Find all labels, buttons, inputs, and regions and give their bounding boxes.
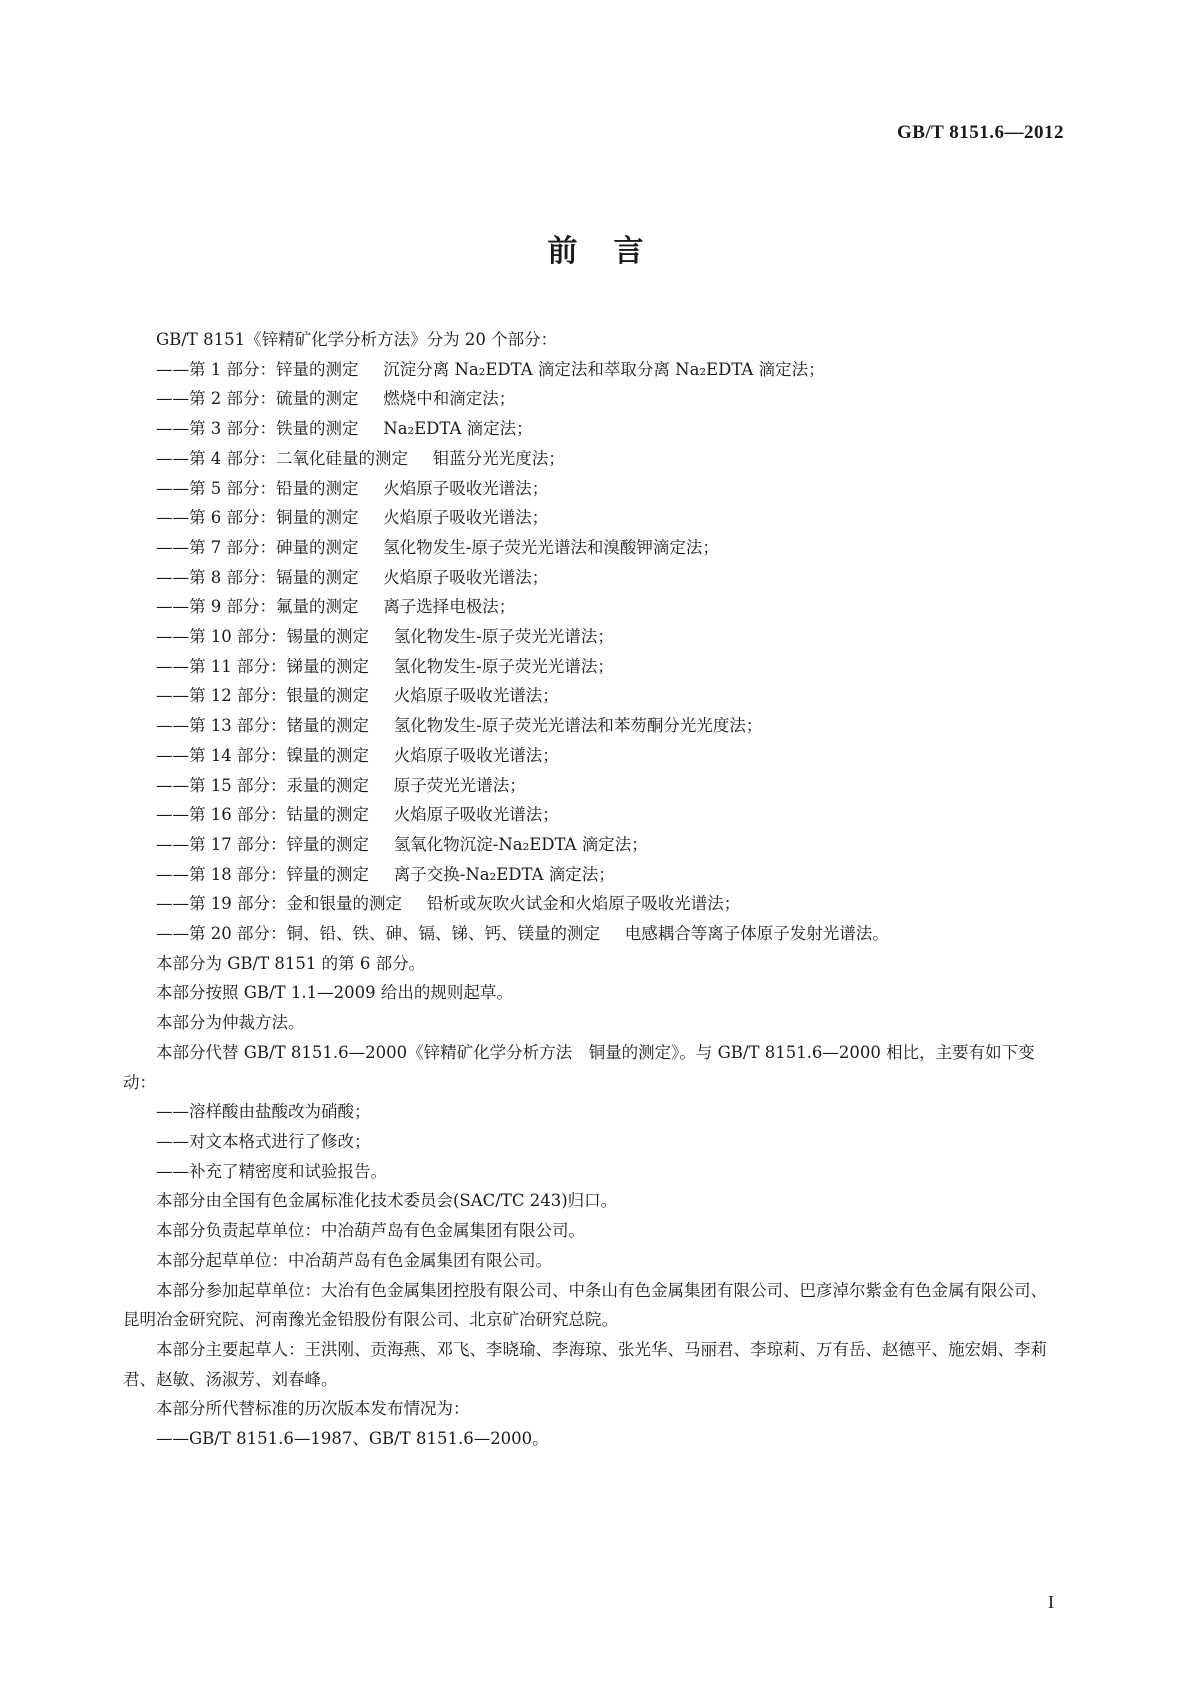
part-prefix: ——第 3 部分：铁量的测定 xyxy=(156,419,359,439)
part-prefix: ——第 1 部分：锌量的测定 xyxy=(156,359,359,379)
list-item xyxy=(123,889,1055,919)
changes-list xyxy=(123,1097,1055,1186)
part-method: 氢氧化物沉淀-Na₂EDTA 滴定法； xyxy=(393,834,648,854)
list-item xyxy=(123,800,1055,830)
part-prefix: ——第 2 部分：硫量的测定 xyxy=(156,389,359,409)
document-body xyxy=(123,325,1055,1454)
list-item xyxy=(123,592,1055,622)
part-method: 火焰原子吸收光谱法； xyxy=(393,686,559,706)
list-item xyxy=(123,384,1055,414)
history-item: ——GB/T 8151.6—1987、GB/T 8151.6—2000。 xyxy=(156,1429,549,1449)
page-number: I xyxy=(1048,1592,1054,1612)
proposed-by-paragraph: 本部分由全国有色金属标准化技术委员会(SAC/TC 243)归口。 xyxy=(156,1191,618,1211)
part-method: 氢化物发生-原子荧光光谱法； xyxy=(393,627,614,647)
drafted-per-paragraph: 本部分按照 GB/T 1.1—2009 给出的规则起草。 xyxy=(156,983,513,1003)
part-prefix: ——第 16 部分：钴量的测定 xyxy=(156,805,369,825)
part-method: 火焰原子吸收光谱法； xyxy=(393,805,559,825)
part-prefix: ——第 17 部分：锌量的测定 xyxy=(156,834,369,854)
part-method: 火焰原子吸收光谱法； xyxy=(383,478,549,498)
list-item xyxy=(123,444,1055,474)
list-item: ——溶样酸由盐酸改为硝酸； xyxy=(156,1102,371,1122)
list-item xyxy=(123,741,1055,771)
replaces-paragraph: 本部分代替 GB/T 8151.6—2000《锌精矿化学分析方法 铜量的测定》。与 GB/T 8151.6—2000 相比，主要有如下变动： xyxy=(123,1042,1035,1092)
list-item xyxy=(123,563,1055,593)
part-prefix: ——第 8 部分：镉量的测定 xyxy=(156,567,359,587)
part-method: 燃烧中和滴定法； xyxy=(383,389,516,409)
part-prefix: ——第 19 部分：金和银量的测定 xyxy=(156,894,402,914)
part-prefix: ——第 13 部分：锗量的测定 xyxy=(156,716,369,736)
part-method: Na₂EDTA 滴定法； xyxy=(383,419,533,439)
part-method: 铅析或灰吹火试金和火焰原子吸收光谱法； xyxy=(426,894,741,914)
part-method: 氢化物发生-原子荧光光谱法和溴酸钾滴定法； xyxy=(383,537,719,557)
list-item xyxy=(123,919,1055,949)
part-method: 火焰原子吸收光谱法； xyxy=(383,567,549,587)
part-method: 电感耦合等离子体原子发射光谱法。 xyxy=(624,924,889,944)
drafting-unit-paragraph: 本部分起草单位：中冶葫芦岛有色金属集团有限公司。 xyxy=(156,1250,552,1270)
main-drafters-paragraph: 本部分主要起草人：王洪刚、贡海燕、邓飞、李晓瑜、李海琼、张光华、马丽君、李琼莉、万有岳、赵德平、施宏娟、李莉君、赵敏、汤淑芳、刘春峰。 xyxy=(123,1339,1047,1389)
list-item xyxy=(123,711,1055,741)
list-item xyxy=(123,681,1055,711)
part-prefix: ——第 4 部分：二氧化硅量的测定 xyxy=(156,448,408,468)
part-prefix: ——第 20 部分：铜、铅、铁、砷、镉、锑、钙、镁量的测定 xyxy=(156,924,600,944)
list-item: ——补充了精密度和试验报告。 xyxy=(156,1161,387,1181)
part-of-paragraph: 本部分为 GB/T 8151 的第 6 部分。 xyxy=(156,953,426,973)
responsible-unit-paragraph: 本部分负责起草单位：中冶葫芦岛有色金属集团有限公司。 xyxy=(156,1221,585,1241)
part-prefix: ——第 9 部分：氟量的测定 xyxy=(156,597,359,617)
participating-units-paragraph: 本部分参加起草单位：大冶有色金属集团控股有限公司、中条山有色金属集团有限公司、巴彦淖尔紫金有色金属有限公司、昆明冶金研究院、河南豫光金铅股份有限公司、北京矿冶研究总院。 xyxy=(123,1280,1047,1330)
part-prefix: ——第 10 部分：锡量的测定 xyxy=(156,627,369,647)
intro-paragraph: GB/T 8151《锌精矿化学分析方法》分为 20 个部分： xyxy=(156,330,558,349)
part-method: 原子荧光光谱法； xyxy=(393,775,526,795)
part-prefix: ——第 11 部分：锑量的测定 xyxy=(156,656,369,676)
part-method: 离子交换-Na₂EDTA 滴定法； xyxy=(393,864,615,884)
part-method: 离子选择电极法； xyxy=(383,597,516,617)
standard-code: GB/T 8151.6—2012 xyxy=(896,122,1064,143)
part-method: 氢化物发生-原子荧光光谱法和苯芴酮分光光度法； xyxy=(393,716,763,736)
part-method: 钼蓝分光光度法； xyxy=(432,448,565,468)
part-prefix: ——第 7 部分：砷量的测定 xyxy=(156,537,359,557)
list-item xyxy=(123,474,1055,504)
list-item xyxy=(123,414,1055,444)
part-method: 火焰原子吸收光谱法； xyxy=(383,508,549,528)
part-prefix: ——第 15 部分：汞量的测定 xyxy=(156,775,369,795)
list-item xyxy=(123,830,1055,860)
part-method: 氢化物发生-原子荧光光谱法； xyxy=(393,656,614,676)
page-title: 前言 xyxy=(547,234,680,269)
arbitration-paragraph: 本部分为仲裁方法。 xyxy=(156,1013,305,1033)
list-item xyxy=(123,771,1055,801)
history-intro-paragraph: 本部分所代替标准的历次版本发布情况为： xyxy=(156,1399,470,1419)
part-prefix: ——第 12 部分：银量的测定 xyxy=(156,686,369,706)
list-item xyxy=(123,533,1055,563)
part-method: 沉淀分离 Na₂EDTA 滴定法和萃取分离 Na₂EDTA 滴定法； xyxy=(383,359,825,379)
list-item xyxy=(123,860,1055,890)
part-prefix: ——第 6 部分：铜量的测定 xyxy=(156,508,359,528)
list-item xyxy=(123,622,1055,652)
list-item: ——对文本格式进行了修改； xyxy=(156,1131,371,1151)
part-prefix: ——第 18 部分：锌量的测定 xyxy=(156,864,369,884)
list-item xyxy=(123,355,1055,385)
part-method: 火焰原子吸收光谱法； xyxy=(393,745,559,765)
part-prefix: ——第 14 部分：镍量的测定 xyxy=(156,745,369,765)
part-prefix: ——第 5 部分：铅量的测定 xyxy=(156,478,359,498)
list-item xyxy=(123,652,1055,682)
list-item xyxy=(123,503,1055,533)
parts-list xyxy=(123,355,1055,949)
